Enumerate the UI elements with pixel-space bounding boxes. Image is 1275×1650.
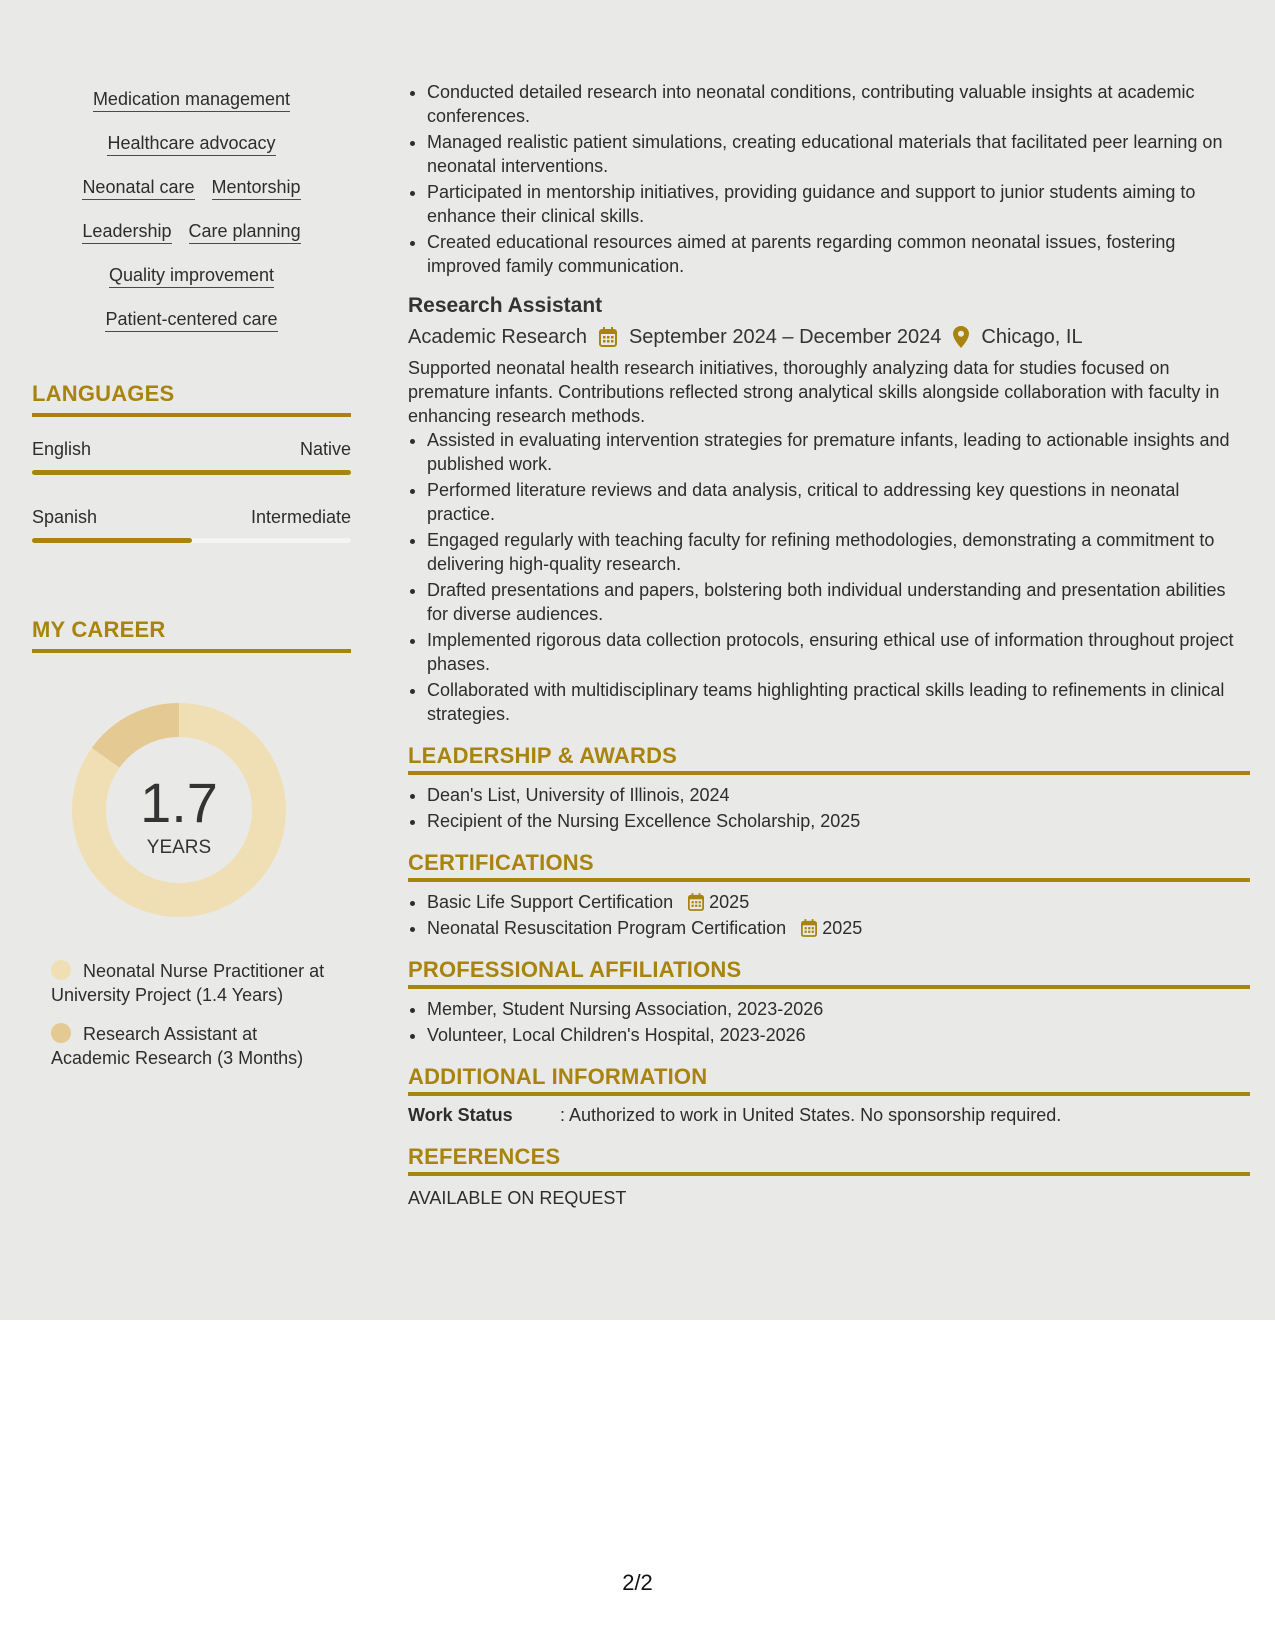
certifications-heading: CERTIFICATIONS [408,851,1250,882]
language-bar [32,470,351,475]
references-text: AVAILABLE ON REQUEST [408,1188,627,1208]
skills-row [93,88,290,112]
language-bar [32,538,351,543]
language-bar-fill [32,470,351,475]
legend-label: Research Assistant at Academic Research (3 Months) [51,1024,304,1068]
legend-dot [51,1023,71,1043]
career-heading: MY CAREER [32,617,351,653]
job-title: Research Assistant [408,294,603,317]
legend-item [51,959,331,1007]
language-bar-fill [32,538,192,543]
skill-tag: Leadership [82,220,171,244]
language-level: Native [299,439,351,459]
languages-heading: LANGUAGES [32,381,351,417]
certification-year: 2025 [822,918,863,938]
list-item: • Managed realistic patient simulations, creating educational materials that facilitated peer learning on neonatal interventions. [427,130,1250,178]
leadership-list [408,783,1250,833]
list-item: • Collaborated with multidisciplinary teams highlighting practical skills leading to refinements in clinical strategies. [427,678,1250,726]
list-item: • Volunteer, Local Children's Hospital, 2023-2026 [427,1023,1250,1047]
skill-tag: Mentorship [212,176,301,200]
location-pin-icon [953,326,969,348]
job-dates: September 2024 – December 2024 [628,326,942,348]
main-content [408,80,1250,1210]
list-item [427,916,1250,940]
list-item: • Drafted presentations and papers, bolstering both individual understanding and presentation abilities for diverse audiences. [427,578,1250,626]
list-item: • Dean's List, University of Illinois, 2024 [427,783,1250,807]
calendar-icon [599,327,617,347]
page-number: 2/2 [622,1570,653,1595]
certifications-list [408,890,1250,940]
donut-segment [106,720,179,758]
legend-label: Neonatal Nurse Practitioner at University Project (1.4 Years) [51,961,325,1005]
career-unit: YEARS [146,837,212,858]
list-item: • Participated in mentorship initiatives, providing guidance and support to junior students aiming to enhance their clinical skills. [427,180,1250,228]
language-item [32,439,351,475]
certification-year: 2025 [709,892,750,912]
calendar-icon [801,919,817,937]
job-location: Chicago, IL [981,326,1083,348]
list-item: • Created educational resources aimed at parents regarding common neonatal issues, fostering improved family communication. [427,230,1250,278]
affiliations-list [408,997,1250,1047]
skills-row [109,264,274,288]
work-status-value: : Authorized to work in United States. No sponsorship required. [560,1105,1062,1125]
skill-tag: Patient-centered care [105,308,277,332]
skills-list [32,78,351,332]
list-item: • Assisted in evaluating intervention strategies for premature infants, leading to actionable insights and published work. [427,428,1250,476]
references-heading: REFERENCES [408,1145,1250,1176]
language-item [32,507,351,543]
list-item: • Engaged regularly with teaching faculty for refining methodologies, demonstrating a commitment to delivering high-quality research. [427,528,1250,576]
language-name: Spanish [32,507,98,527]
skill-tag: Medication management [93,88,290,112]
skills-row [82,220,300,244]
language-name: English [32,439,92,459]
legend-item [51,1022,331,1070]
language-level: Intermediate [250,507,351,527]
previous-job-bullets [408,80,1250,278]
list-item [427,890,1250,914]
skill-tag: Care planning [189,220,301,244]
legend-dot [51,960,71,980]
additional-info-heading: ADDITIONAL INFORMATION [408,1065,1250,1096]
leadership-heading: LEADERSHIP & AWARDS [408,744,1250,775]
job-company: Academic Research [408,326,587,348]
skill-tag: Healthcare advocacy [107,132,275,156]
skill-tag: Quality improvement [109,264,274,288]
calendar-icon [688,893,704,911]
list-item: • Conducted detailed research into neonatal conditions, contributing valuable insights at academic conferences. [427,80,1250,128]
certification-name: Neonatal Resuscitation Program Certification [427,918,787,938]
job-meta [408,324,1250,350]
affiliations-heading: PROFESSIONAL AFFILIATIONS [408,958,1250,989]
certification-name: Basic Life Support Certification [427,892,674,912]
left-sidebar [32,78,351,1085]
work-status-row [408,1103,1250,1127]
job-bullets [408,428,1250,726]
work-status-label: Work Status [408,1105,513,1125]
career-donut-chart [66,697,292,923]
career-total: 1.7 [140,771,218,834]
skills-row [82,176,300,200]
skill-tag: Neonatal care [82,176,194,200]
job-description: Supported neonatal health research initiatives, thoroughly analyzing data for studies focused on premature infants. Contributions reflected strong analytical skills alongside collaboration with faculty in enhancing research methods. [408,358,1220,426]
list-item: • Implemented rigorous data collection protocols, ensuring ethical use of information throughout project phases. [427,628,1250,676]
list-item: • Recipient of the Nursing Excellence Scholarship, 2025 [427,809,1250,833]
skills-row [107,132,275,156]
list-item: • Member, Student Nursing Association, 2023-2026 [427,997,1250,1021]
career-legend [51,959,351,1070]
skills-row [105,308,277,332]
list-item: • Performed literature reviews and data analysis, critical to addressing key questions in neonatal practice. [427,478,1250,526]
